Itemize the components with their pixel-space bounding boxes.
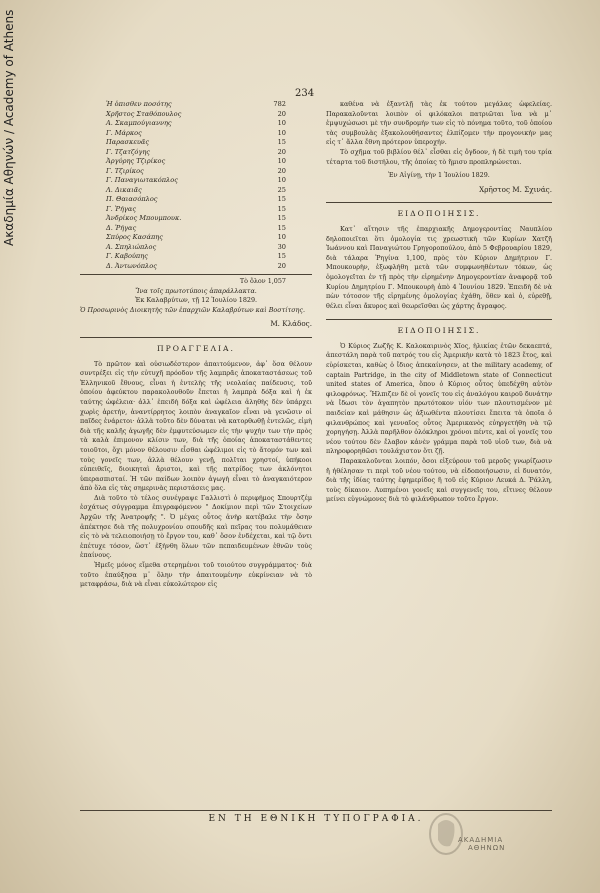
paragraph: Διὰ τοῦτο τὸ τέλος συνέγραψε Γαλλιστὶ ὁ περιφήμος Σπουρτζέμ ἐσχάτως σύγγραμμα ἐπιγραφόμενον " Δοκίμιον περὶ τῶν Στοιχείων Ἀρχῶν τῆς Ἀνατροφῆς ". Ὁ μέγας οὗτος ἀνὴρ κατέβαλε τὴν ὅσην ἀπέκτησε διὰ τῆς πολυχρονίου σπουδῆς καὶ πεῖρας του πολυμάθειαν εἰς τὸ νὰ τελειοποιήσῃ τὸ ἔργον του, καθ᾽ ὅσον ἐνδέχεται, καὶ τῷ ὄντι ἐπέτυχε τόσον, ὥστ᾽ ἐξήνθη ὅλων τῶν πεπαιδευμένων ἐθνῶν τοὺς ἐπαίνους. [80, 493, 312, 560]
subscriber-name: Ἡ ὁπισθεν ποσότης [106, 100, 172, 108]
subscriber-name: Γ. Τζατζόγης [106, 147, 150, 156]
subscriber-name: Γ. Ῥήγας [106, 204, 137, 213]
subscriber-name: Γ. Παναγιωτακόπλος [106, 176, 178, 184]
right-signature: Χρῆστος Μ. Σχινάς. [479, 184, 552, 194]
table-row [80, 214, 312, 224]
archive-side-label: Ακαδημία Αθηνών / Academy of Athens [2, 10, 16, 247]
subscriber-amount: 30 [277, 242, 286, 251]
left-place-date: Ἐκ Καλαβρύτων, τῇ 12 Ἰουλίου 1829. [134, 296, 258, 305]
table-row [80, 129, 312, 139]
subscriber-amount: 10 [277, 157, 286, 165]
right-place-date: Ἐν Αἰγίνῃ, τὴν 1 Ἰουλίου 1829. [388, 171, 490, 180]
total-sum: Τὸ ὅλον 1,057 [80, 274, 312, 287]
official-title: Ὁ Προσωρινὸς Διοικητὴς τῶν ἐπαρχιῶν Καλαβρύτων καὶ Βοστίτσης. [80, 305, 306, 314]
notice-title: ΕΙΔΟΠΟΙΗΣΙΣ. [397, 326, 481, 336]
paragraph: Ἡμεῖς μόνος εἴμεθα στερημένοι τοῦ τοιούτου συγγράμματος· διὰ τοῦτο ἐπαύξησα μ᾽ ὅλην τὴν ἀπαιτουμένην εὐκρίνειαν νὰ τὸ μεταφράσω, διὰ νὰ εἶναι εὐκολώτερον εἰς [80, 561, 312, 589]
subscriber-name: Χρῆστος Σταθόπουλος [106, 109, 182, 118]
left-column [80, 100, 312, 590]
subscriber-amount: 15 [277, 195, 286, 203]
subscriber-amount: 15 [277, 138, 286, 146]
page-number: 234 [295, 88, 315, 99]
table-row [80, 157, 312, 167]
table-row [80, 186, 312, 196]
table-row [80, 100, 312, 110]
notice-text: Παρακαλοῦνται λοιπόν, ὅσοι εἰξεύρουν τοῦ μεροῦς γνωρίζωσιν ἤ ἠθέλησαν τι περὶ τοῦ νέου τούτου, νὰ εἰδοποιήσωσιν, εἰ δυνατόν, διὰ τῆς ἰδίας ταύτης ἐφημερίδος ἢ τοῦ εἰς Κύριον Λευκά Δ. Ῥάλλη, τοὺς δίκαιον. Λυπημένοι γονεῖς καὶ συγγενεῖς του, εἴτινες θέλουν μείνει εὐγνώμονες διὰ τὸ φιλάνθρωπον τοῦτο ἔργον. [326, 457, 552, 504]
subscriber-name: Σπύρος Κασάπης [106, 233, 163, 241]
section-divider [326, 319, 552, 320]
table-row [80, 252, 312, 262]
subscriber-table [80, 100, 312, 271]
table-row [80, 224, 312, 234]
subscriber-amount: 20 [277, 109, 286, 118]
section-divider [326, 202, 552, 203]
table-row [80, 195, 312, 205]
subscriber-name: Α. Σπηλιώπλος [106, 242, 157, 251]
notice-text: Ὁ Κύριος Ζωζῆς Κ. Καλοκαιρινὸς Χῖος, ἡλικίας ἐτῶν δεκαεπτά, ἀπεστάλη παρὰ τοῦ πατρός του εἰς Ἀμερικὴν κατὰ τὸ 1823 ἔτος, καὶ εὑρίσκεται, καθὼς ὁ ἴδιος ἀπεκαίνησεν, at the military academy, of captain Partridge, in the city of Middletown state of Connecticut united states of America, ὅπου ὁ Κύριος οὗτος ὑπεδέχθη αὐτὸν φιλοφρόνως. Ἤλπιζεν δὲ οἱ γονεῖς του εἰς ἀναλόγου καιροῦ δυνάτην νὰ ἴδωσι τὸν ἀγαπητὸν πρωτότοκον υἱόν των πλουτισμένον μὲ παιδείαν καὶ μάθησιν ὡς ἀξιωθέντα πλουτίσει ἔπειτα τὰ ὁποῖα ὁ φιλανθρώπος καὶ γενναῖος οὗτος Ἀμερικανὸς εὐηργετήθη νὰ τῷ χορηγήσῃ. Ἀλλὰ παρῆλθον ὁλόκληροι χρόνοι πέντε, καὶ οἱ γονεῖς του νέου τούτου δὲν ἔλαβον κἀνὲν γράμμα παρὰ τοῦ υἱοῦ των, διὰ νὰ πληροφορηθῶσι τουλάχιστον ὅτι ζῇ. [326, 341, 552, 456]
table-row [80, 138, 312, 148]
subscriber-amount: 10 [277, 128, 286, 137]
table-row [80, 205, 312, 215]
table-row [80, 233, 312, 243]
subscriber-name: Γ. Μάρκος [106, 128, 142, 137]
subscriber-name: Π. Θαιασόπλος [106, 195, 158, 203]
table-row [80, 167, 312, 177]
subscriber-name: Α. Σκαμπούγιαννης [106, 119, 172, 127]
subscriber-name: Γ. Καβούπης [106, 252, 148, 260]
stamp-label: ΑΚΑΔΗΜΙΑ ΑΘΗΝΩΝ [458, 836, 506, 852]
paragraph: Τὸ πρῶτον καὶ οὐσιωδέστερον ἀπαιτούμενον, ἀφ᾽ ὅσα θέλουν συντρέξει εἰς τὴν εὐτυχῆ πρόοδον τῆς λαμπρᾶς ἀποκαταστάσεως τοῦ Ἑλληνικοῦ ἔθνους, εἶναι ἡ ἐντελὴς τῆς νεολαίας παίδευσις, τοῦ ὁποίου ἀφεύκτου παρακολουθοῦν ἔπεται ἡ λαμπρὰ δόξα καὶ ἡ ἐκ ταύτης ὠφέλεια· ἀλλ᾽ ἐπειδὴ δόξα καὶ ὠφέλεια ἀληθὴς δὲν ὑπάρχει χωρὶς ἀρετήν, ἀναντίρρητος λοιπὸν ἀναγκαῖον εἶναι νὰ γενῶσιν οἱ παῖδες ἐνάρετοι· ἀλλὰ τοῦτο δὲν δύναται νὰ κατορθωθῇ ἐντελῶς, εἰμὴ διὰ τῆς καλῆς ἀγωγῆς δὲν ἐμφυτεύσωμεν εἰς τὴν ψυχὴν των τὴν πρὸς τὰ καλὰ ἐπιμονον κλίσιν των, διὰ τῆς ὁποίας ἀποκαταστάθεντες τοιοῦτοι, ὄχι μόνον θέλουσιν εἶσθαι ὠφέλιμοι εἰς τὸ ἄτομόν των καὶ τοὺς γονεῖς των, ἀλλὰ θέλουν γενῇ, πολῖται χρηστοί, ὑπήκοοι εὐπειθεῖς, διοικηταὶ ἄριστοι, καὶ τῆς πατρίδος των ἀκλόνητοι ὑπερασπισταί. Ἡ τῶν παίδων λοιπὸν ἀγωγὴ εἶναι τὸ ἀναγκαιότερον ἀπὸ ὅλα εἰς τὰς σημερινὰς περιστάσεις μας. [80, 359, 312, 493]
table-row [80, 148, 312, 158]
section-divider [80, 337, 312, 338]
left-signature: Μ. Κλάδος. [270, 319, 312, 329]
notice-text: Κατ᾽ αἴτησιν τῆς ἐπαρχιακῆς Δημογεροντίας Ναυπλίου δηλοποιεῖται ὅτι ὁμολογία τις χρεωστικὴ τῶν Κυρίων Χατζῆ Ἰωάννου καὶ Παναγιώτου Γρηγοροπούλου, ἀπὸ 5 Φεβρουαρίου 1829, διὰ τάλαρα Ῥηγίνα 1,100, πρὸς τὸν Κύριον Δημήτριον Γ. Μπουκουρὴν, ἐξωφλήθη μετὰ τῶν συμφωνηθέντων τόκων, ὡς ὁμολογεῖται ἐν τῇ πρὸς τὴν εἰρημένην Δημογεροντίαν ἀναφορᾷ τοῦ Κυρίου Δημητρίου Γ. Μπουκουρὴ ἀπὸ 4 Ἰουνίου 1829. Ἐπειδὴ δὲ νὰ πὼν τότοσον τῆς εἰρημένης ὁμολογίας ἐχάθη, ὅθεν καὶ ὁ, εὑρεθῇ, θέλει εἶναι ἄκυρος καὶ θεωρεῖσθαι ὡς χάρτης ἄγραφος. [326, 224, 552, 310]
subscriber-name: Παρασκευᾶς [106, 138, 150, 146]
section-title: ΠΡΟΑΓΓΕΛΙΑ. [157, 343, 235, 353]
copy-note: Ἴνα τοῖς πρωτοτύποις ἀπαράλλακτα. [135, 286, 257, 295]
subscriber-amount: 10 [277, 119, 286, 127]
subscriber-amount: 15 [277, 223, 286, 232]
subscriber-amount: 20 [277, 147, 286, 156]
subscriber-amount: 782 [273, 100, 286, 108]
subscriber-name: Λ. Δικαιᾶς [106, 185, 142, 194]
subscriber-name: Ἀργύρης Τζιρίκος [106, 157, 166, 165]
subscriber-amount: 15 [277, 214, 286, 222]
subscriber-amount: 15 [277, 204, 286, 213]
paragraph: Τὸ σχῆμα τοῦ βιβλίου θέλ᾽ εἶσθαι εἰς ὄγδοον, ἡ δὲ τιμὴ του τρία τέταρτα τοῦ διστήλου, τῆς ὁποίας τὸ ἥμισυ προπληρώνεται. [326, 147, 552, 166]
table-row [80, 176, 312, 186]
subscriber-name: Ἀνδρίκος Μπουμπουκ. [106, 214, 182, 222]
subscriber-amount: 20 [277, 261, 286, 270]
table-row [80, 119, 312, 129]
right-column [326, 100, 552, 505]
table-row [80, 110, 312, 120]
subscriber-amount: 20 [277, 166, 286, 175]
subscriber-amount: 10 [277, 233, 286, 241]
table-row [80, 262, 312, 272]
subscriber-amount: 25 [277, 185, 286, 194]
subscriber-amount: 10 [277, 176, 286, 184]
subscriber-amount: 15 [277, 252, 286, 260]
printer-footer: ΕΝ ΤΗ ΕΘΝΙΚΗ ΤΥΠΟΓΡΑΦΙΑ. [208, 814, 424, 824]
table-row [80, 243, 312, 253]
notice-title: ΕΙΔΟΠΟΙΗΣΙΣ. [397, 209, 481, 219]
subscriber-name: Γ. Τζιρίκος [106, 166, 144, 175]
subscriber-name: Δ. Ἀντωνόπλος [106, 261, 157, 270]
paragraph: καθένα νὰ ἐξαντλῇ τὰς ἐκ τούτου μεγάλας ὠφελείας. Παρακαλοῦνται λοιπὸν οἱ φιλόκαλοι πατριῶται ἵνα νὰ μ᾽ ἐμψυχώσωσι μὲ τὴν συνδρομήν των εἰς τὸ πόνημα τοῦτο, τοῦ ὁποίου τὰς συμβουλὰς ἐξακολουθήσαντες ἐλπίζομεν τὴν προγονικήν μας εἰς τ᾽ ἄλλα ἔθνη πρότερον ὑπεροχήν. [326, 100, 552, 147]
subscriber-name: Δ. Ῥήγας [106, 223, 137, 232]
